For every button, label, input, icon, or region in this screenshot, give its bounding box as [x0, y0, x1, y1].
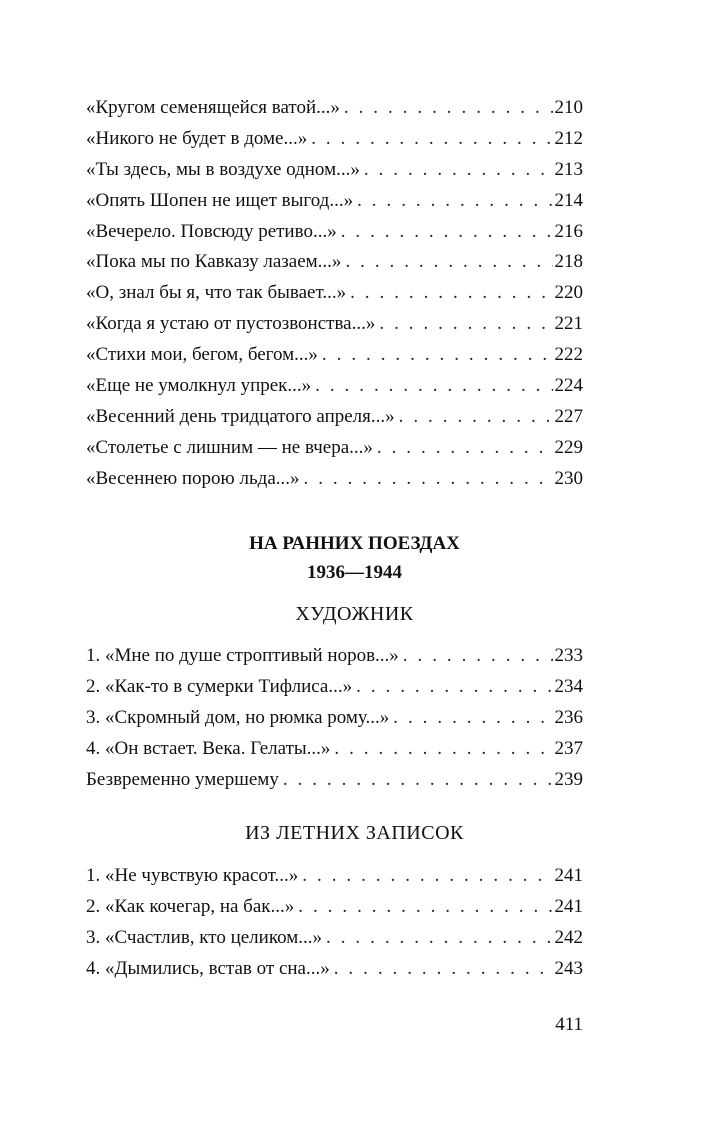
dot-leader [334, 734, 552, 765]
toc-list-top [86, 93, 583, 495]
toc-entry [86, 954, 583, 985]
page-number: 411 [555, 1014, 583, 1035]
toc-entry [86, 186, 583, 217]
toc-entry-title: «Пока мы по Кавказу лазаем...» [86, 251, 342, 273]
toc-entry-page: 236 [554, 706, 583, 728]
dot-leader [403, 641, 553, 672]
toc-entry-title: 4. «Дымились, встав от сна...» [86, 957, 330, 979]
toc-entry [86, 861, 583, 892]
dot-leader [283, 765, 553, 796]
toc-entry-page: 229 [554, 436, 583, 458]
toc-entry [86, 93, 583, 124]
toc-entry-title: «Опять Шопен не ищет выгод...» [86, 189, 354, 211]
toc-entry [86, 247, 583, 278]
toc-entry-page: 221 [554, 313, 583, 335]
toc-entry-page: 234 [554, 675, 583, 697]
toc-entry-title: «Вечерело. Повсюду ретиво...» [86, 220, 337, 242]
toc-entry-title: «Еще не умолкнул упрек...» [86, 375, 312, 397]
toc-entry-page: 212 [554, 127, 583, 149]
dot-leader [393, 703, 552, 734]
toc-entry-page: 227 [554, 405, 583, 427]
toc-entry-page: 210 [554, 97, 583, 118]
toc-entry [86, 703, 583, 734]
toc-entry-page: 218 [554, 251, 583, 273]
toc-entry-title: «Столетье с лишним — не вчера...» [86, 436, 373, 458]
toc-entry-title: «Кругом семенящейся ватой...» [86, 97, 340, 118]
section-years: 1936—1944 [307, 562, 402, 583]
toc-entry-title: 2. «Как кочегар, на бак...» [86, 895, 295, 917]
toc-entry [86, 433, 583, 464]
toc-entry-title: «Никого не будет в доме...» [86, 127, 308, 149]
toc-entry [86, 402, 583, 433]
dot-leader [341, 217, 553, 248]
toc-entry [86, 765, 583, 796]
toc-entry-page: 230 [554, 467, 583, 489]
dot-leader [315, 371, 552, 402]
toc-entry-page: 222 [554, 344, 583, 366]
toc-entry [86, 923, 583, 954]
subsection-title-artist: ХУДОЖНИК [295, 603, 414, 625]
dot-leader [364, 155, 553, 186]
toc-entry-page: 237 [554, 737, 583, 759]
toc-entry-title: 3. «Скромный дом, но рюмка рому...» [86, 706, 390, 728]
toc-list-artist [86, 641, 583, 795]
toc-entry-title: «О, знал бы я, что так бывает...» [86, 282, 347, 304]
dot-leader [344, 93, 553, 124]
toc-entry-title: 2. «Как-то в сумерки Тифлиса...» [86, 675, 353, 697]
dot-leader [304, 464, 553, 495]
toc-entry-title: 3. «Счастлив, кто целиком...» [86, 926, 323, 948]
toc-entry [86, 371, 583, 402]
toc-entry-page: 243 [554, 957, 583, 979]
toc-entry-title: 4. «Он встает. Века. Гелаты...» [86, 737, 331, 759]
dot-leader [357, 186, 552, 217]
toc-entry-page: 241 [554, 895, 583, 917]
toc-entry [86, 734, 583, 765]
toc-entry [86, 892, 583, 923]
toc-entry [86, 309, 583, 340]
toc-entry-page: 224 [554, 375, 583, 397]
dot-leader [334, 954, 553, 985]
toc-entry-title: «Стихи мои, бегом, бегом...» [86, 344, 318, 366]
toc-entry-page: 242 [554, 926, 583, 948]
dot-leader [326, 923, 552, 954]
toc-entry [86, 672, 583, 703]
toc-entry-page: 214 [554, 189, 583, 211]
toc-entry-title: 1. «Не чувствую красот...» [86, 865, 299, 886]
toc-entry-page: 220 [554, 282, 583, 304]
dot-leader [379, 309, 552, 340]
toc-entry [86, 155, 583, 186]
dot-leader [356, 672, 552, 703]
toc-entry [86, 124, 583, 155]
toc-entry-page: 233 [554, 645, 583, 666]
toc-entry-title: 1. «Мне по душе строптивый норов...» [86, 645, 399, 666]
toc-entry-page: 216 [554, 220, 583, 242]
dot-leader [399, 402, 553, 433]
toc-entry-page: 239 [554, 768, 583, 790]
toc-entry-title: «Весеннею порою льда...» [86, 467, 300, 489]
dot-leader [322, 340, 553, 371]
section-title: НА РАННИХ ПОЕЗДАХ [249, 533, 460, 554]
subsection-title-summer-notes: ИЗ ЛЕТНИХ ЗАПИСОК [245, 822, 464, 844]
toc-entry [86, 464, 583, 495]
dot-leader [311, 124, 552, 155]
dot-leader [345, 247, 552, 278]
toc-entry-page: 241 [554, 865, 583, 886]
toc-entry-page: 213 [554, 158, 583, 180]
dot-leader [377, 433, 553, 464]
toc-entry-title: Безвременно умершему [86, 768, 279, 790]
toc-entry [86, 340, 583, 371]
toc-entry [86, 217, 583, 248]
toc-entry [86, 641, 583, 672]
toc-entry-title: «Когда я устаю от пустозвонства...» [86, 313, 376, 335]
dot-leader [298, 892, 552, 923]
toc-entry-title: «Весенний день тридцатого апреля...» [86, 405, 395, 427]
toc-list-summer-notes [86, 861, 583, 985]
toc-entry [86, 278, 583, 309]
dot-leader [350, 278, 552, 309]
dot-leader [302, 861, 552, 892]
toc-entry-title: «Ты здесь, мы в воздухе одном...» [86, 158, 360, 180]
